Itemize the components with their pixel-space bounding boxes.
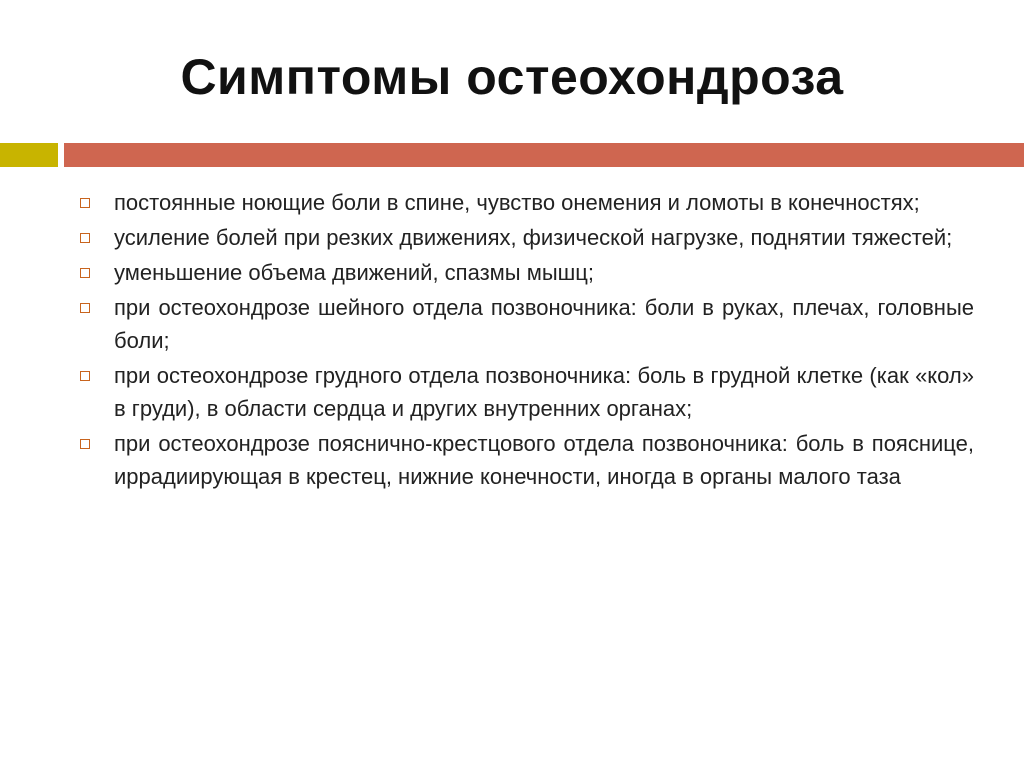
list-item-text: постоянные ноющие боли в спине, чувство онемения и ломоты в конечностях;	[114, 190, 920, 215]
list-item-text: уменьшение объема движений, спазмы мышц;	[114, 260, 595, 285]
square-bullet-icon	[80, 233, 90, 243]
square-bullet-icon	[80, 303, 90, 313]
slide-title: Симптомы остеохондроза	[180, 49, 844, 105]
symptom-list	[74, 186, 974, 495]
list-item-text: при остеохондрозе пояснично-крестцового отдела позвоночника: боль в пояснице, иррадиирующая в крестец, нижние конечности, иногда в органы малого таза	[114, 431, 974, 489]
square-bullet-icon	[80, 268, 90, 278]
list-item	[74, 186, 974, 219]
list-item	[74, 359, 974, 425]
square-bullet-icon	[80, 439, 90, 449]
list-item	[74, 291, 974, 357]
list-item	[74, 221, 974, 254]
list-item-text: при остеохондрозе шейного отдела позвоночника: боли в руках, плечах, головные боли;	[114, 295, 974, 353]
square-bullet-icon	[80, 198, 90, 208]
accent-bar-right	[64, 143, 1024, 167]
square-bullet-icon	[80, 371, 90, 381]
list-item-text: при остеохондрозе грудного отдела позвоночника: боль в грудной клетке (как «кол» в груди), в области сердца и других внутренних органах;	[114, 363, 974, 421]
list-item	[74, 256, 974, 289]
accent-bar-left	[0, 143, 58, 167]
list-item	[74, 427, 974, 493]
list-item-text: усиление болей при резких движениях, физической нагрузке, поднятии тяжестей;	[114, 225, 953, 250]
